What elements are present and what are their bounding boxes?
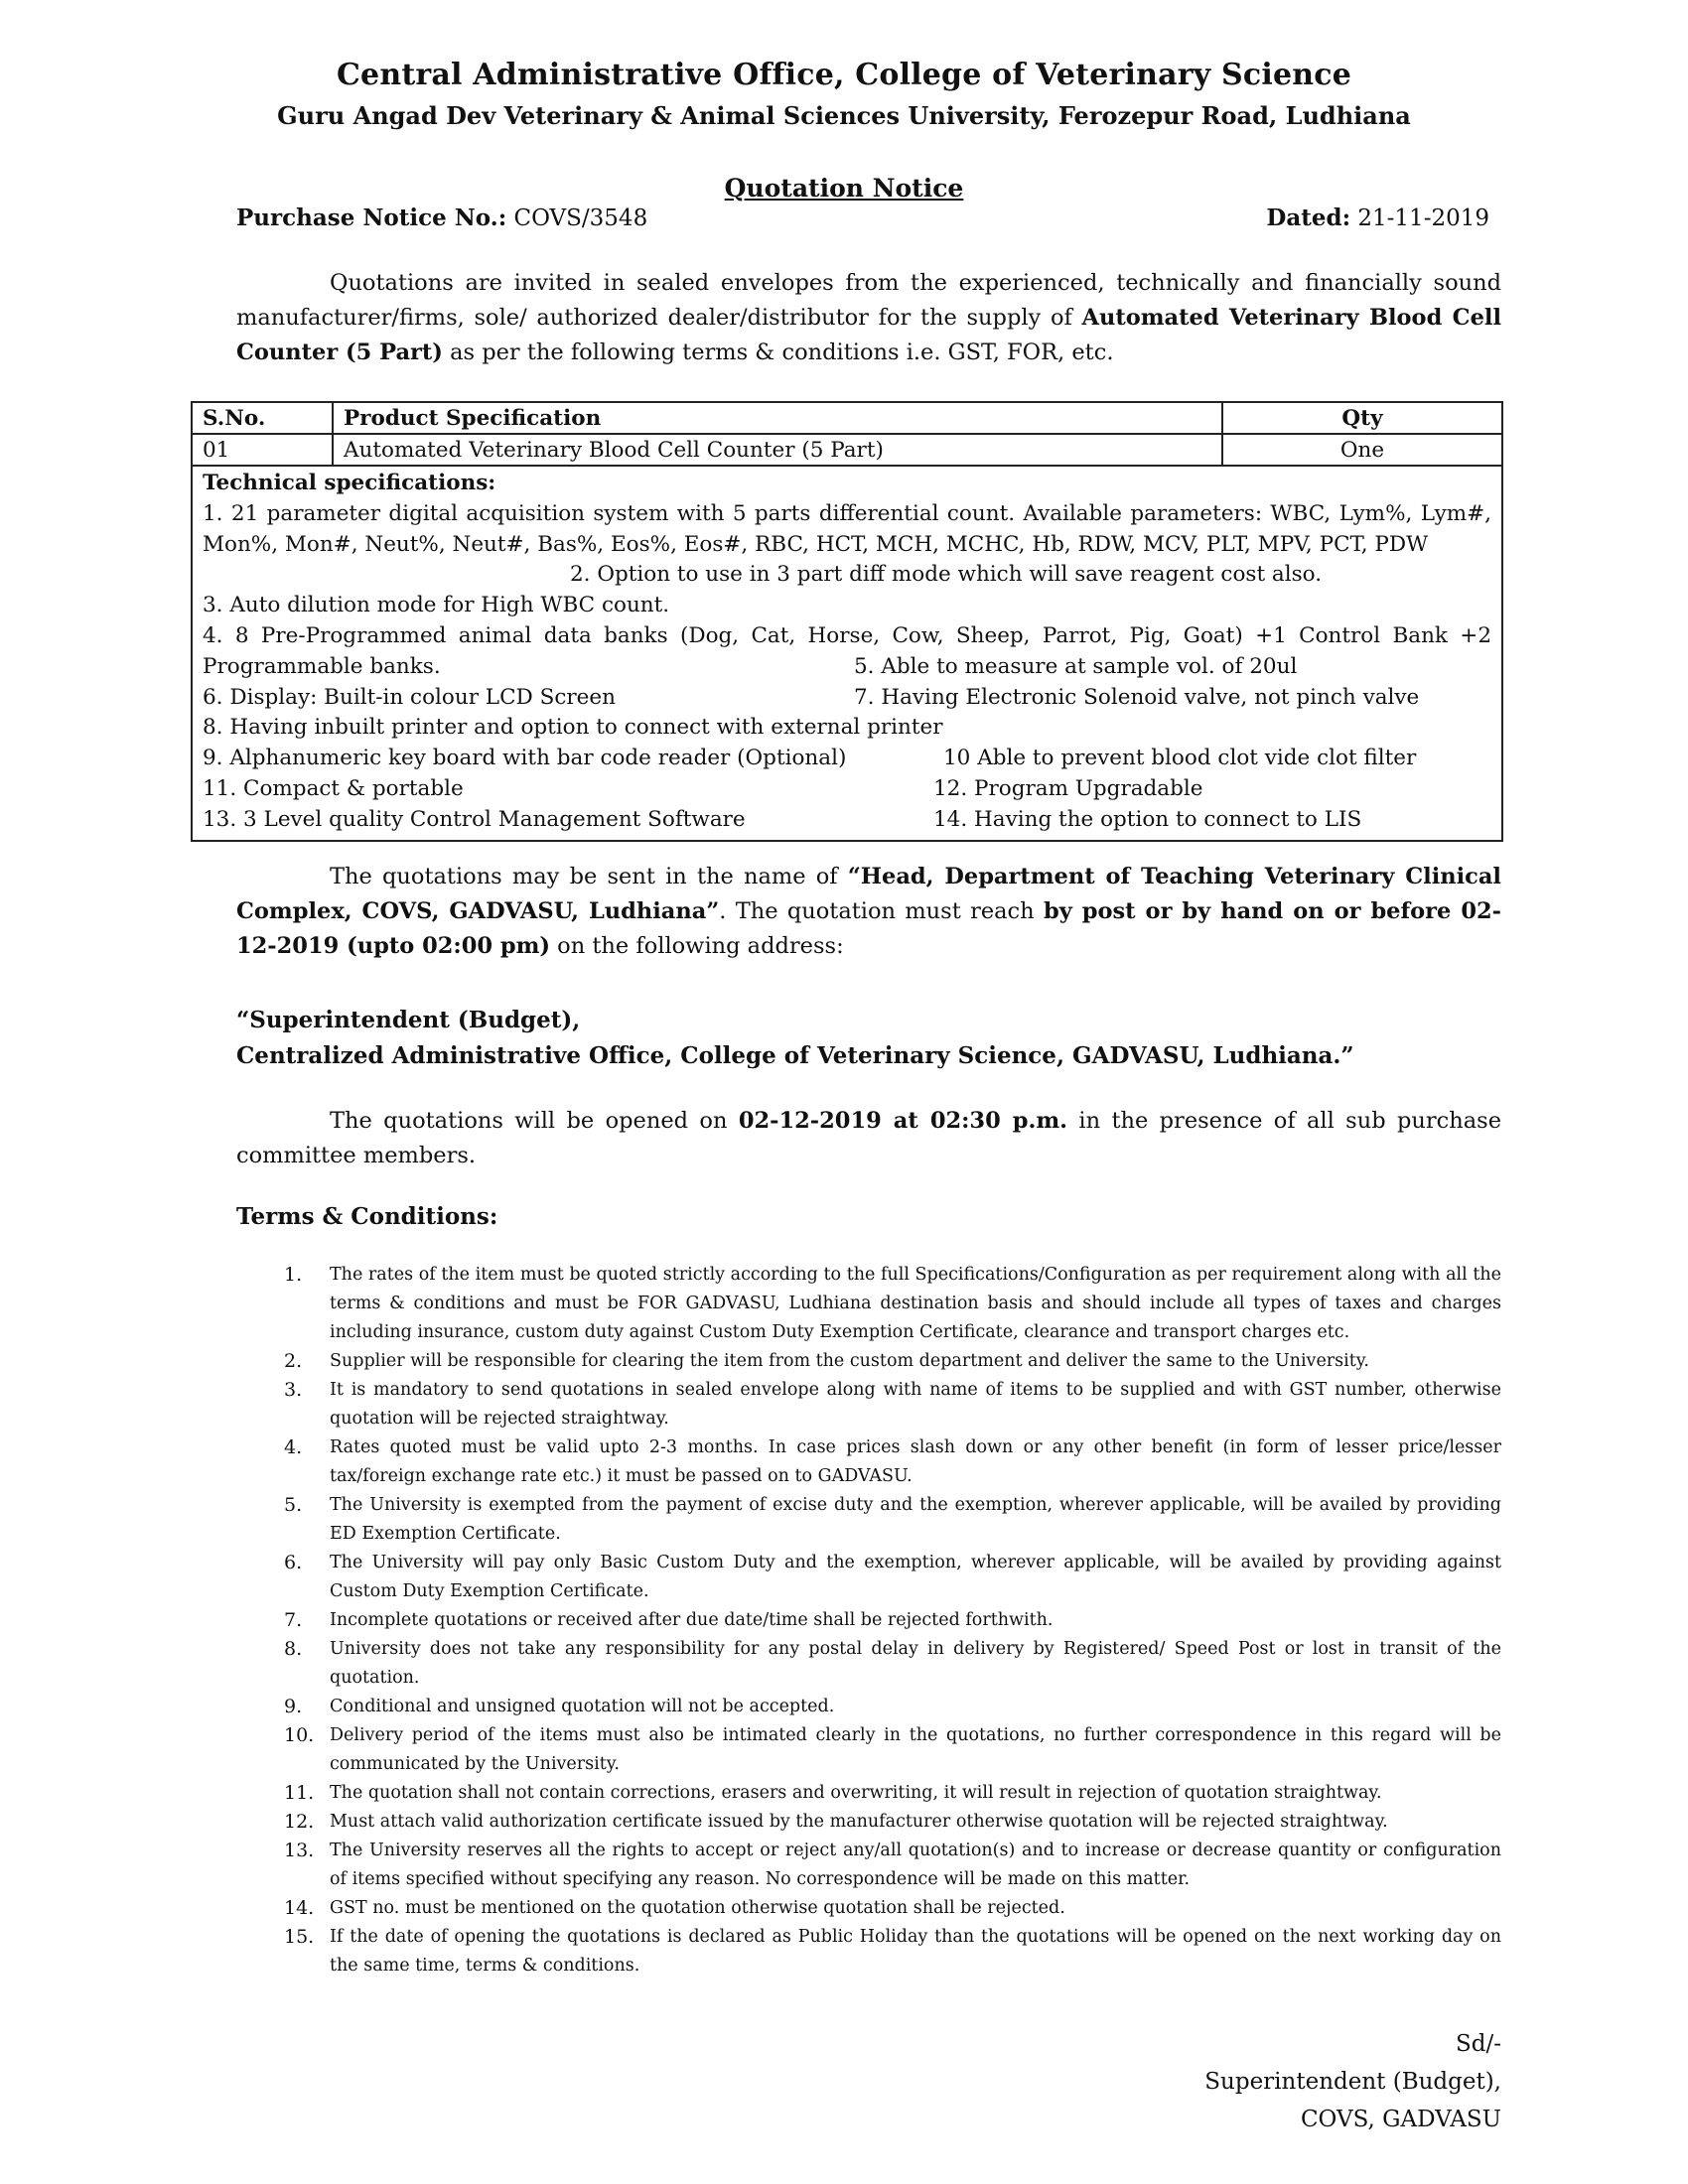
send-deadline: by post or by hand on or before 02-12-2019 (upto 02:00 pm) — [236, 898, 1501, 959]
tech-item-9: 9. Alphanumeric key board with bar code reader (Optional) — [203, 746, 847, 771]
term-text: The University will pay only Basic Custom Duty and the exemption, wherever applicable, will be availed by providing against Custom Duty Exemption Certificate. — [330, 1553, 1501, 1601]
tech-item-14: 14. Having the option to connect to LIS — [933, 806, 1362, 832]
intro-product-name: Automated Veterinary Blood Cell Counter (5 Part) — [236, 305, 1501, 365]
term-text: Must attach valid authorization certificate issued by the manufacturer otherwise quotation will be rejected straightway. — [330, 1812, 1388, 1832]
tech-line-5: 4. 8 Pre-Programmed animal data banks (Dog, Cat, Horse, Cow, Sheep, Parrot, Pig, Goat) +1 Control Bank +2 — [203, 622, 1491, 648]
term-number: 3. — [284, 1379, 303, 1401]
term-text: The University is exempted from the payment of excise duty and the exemption, wherever applicable, will be availed by providing ED Exemption Certificate. — [330, 1495, 1501, 1544]
tech-item-13: 13. 3 Level quality Control Management Software — [203, 806, 746, 832]
tech-line-10 — [203, 774, 1491, 805]
tech-line-7 — [203, 683, 1491, 714]
delivery-address — [236, 1003, 1354, 1074]
term-text: The quotation shall not contain corrections, erasers and overwriting, it will result in rejection of quotation straightway. — [330, 1783, 1382, 1803]
signature-designation: Superintendent (Budget), — [1204, 2069, 1501, 2095]
tech-line-3: 2. Option to use in 3 part diff mode which will save reagent cost also. — [570, 562, 1323, 588]
address-line-1: “Superintendent (Budget), — [236, 1007, 581, 1033]
term-number: 1. — [284, 1264, 303, 1286]
header-qty: Qty — [1222, 402, 1502, 434]
term-text: Conditional and unsigned quotation will not be accepted. — [330, 1697, 835, 1716]
term-number: 9. — [284, 1696, 303, 1717]
term-number: 4. — [284, 1436, 303, 1458]
tech-spec-row — [192, 466, 1502, 841]
term-number: 14. — [284, 1897, 315, 1919]
term-number: 5. — [284, 1494, 303, 1516]
list-item — [236, 1894, 1501, 1923]
table-row — [192, 434, 1502, 466]
list-item — [236, 1721, 1501, 1779]
purchase-notice-label: Purchase Notice No.: — [236, 205, 507, 231]
term-number: 13. — [284, 1840, 315, 1861]
tech-line-6 — [203, 652, 1491, 683]
purchase-notice-value: COVS/3548 — [513, 205, 648, 231]
list-item — [236, 1261, 1501, 1347]
term-text: Rates quoted must be valid upto 2-3 months. In case prices slash down or any other benefit (in form of lesser price/lesser tax/foreign exchange rate etc.) it must be passed on to GADVASU. — [330, 1437, 1501, 1486]
send-text-3: on the following address: — [550, 933, 844, 959]
list-item — [236, 1837, 1501, 1894]
tech-line-9 — [203, 744, 1491, 774]
university-subtitle: Guru Angad Dev Veterinary & Animal Sciences University, Ferozepur Road, Ludhiana — [277, 101, 1411, 130]
header-sno: S.No. — [192, 402, 333, 434]
signature-sd: Sd/- — [1456, 2031, 1501, 2057]
cell-product: Automated Veterinary Blood Cell Counter (5 Part) — [333, 434, 1222, 466]
list-item — [236, 1779, 1501, 1808]
list-item — [236, 1347, 1501, 1376]
list-item — [236, 1923, 1501, 1980]
term-text: Supplier will be responsible for clearing the item from the custom department and deliver the same to the University. — [330, 1351, 1369, 1371]
intro-text: Quotations are invited in sealed envelopes from the experienced, technically and financially sound manufacturer/firms, sole/ authorized dealer/distributor for the supply of — [236, 270, 1501, 331]
list-item — [236, 1635, 1501, 1693]
send-paragraph — [236, 860, 1501, 964]
term-number: 6. — [284, 1552, 303, 1573]
cell-qty: One — [1222, 434, 1502, 466]
term-text: Incomplete quotations or received after due date/time shall be rejected forthwith. — [330, 1610, 1054, 1630]
notice-date — [1266, 205, 1489, 231]
term-text: Delivery period of the items must also be intimated clearly in the quotations, no further correspondence in this regard will be communicated by the University. — [330, 1725, 1501, 1774]
term-text: The rates of the item must be quoted strictly according to the full Specifications/Configuration as per requirement along with all the terms & conditions and must be FOR GADVASU, Ludhiana destination basis and should include all types of taxes and charges including insurance, custom duty against Custom Duty Exemption Certificate, clearance and transport charges etc. — [330, 1265, 1501, 1342]
table-header-row — [192, 402, 1502, 434]
send-addressee: “Head, Department of Teaching Veterinary Clinical Complex, COVS, GADVASU, Ludhiana” — [236, 864, 1501, 924]
tech-spec-cell — [192, 466, 1502, 841]
tech-line-2: Mon%, Mon#, Neut%, Neut#, Bas%, Eos%, Eos#, RBC, HCT, MCH, MCHC, Hb, RDW, MCV, PLT, MPV, PCT, PDW — [203, 531, 1429, 557]
send-text-2: . The quotation must reach — [719, 898, 1044, 924]
office-title: Central Administrative Office, College of Veterinary Science — [336, 58, 1351, 92]
tech-line-4: 3. Auto dilution mode for High WBC count. — [203, 593, 670, 618]
term-text: University does not take any responsibility for any postal delay in delivery by Registered/ Speed Post or lost in transit of the quotation. — [330, 1639, 1501, 1688]
opening-text-2: in the presence of all sub purchase committee members. — [236, 1108, 1502, 1168]
tech-item-11: 11. Compact & portable — [203, 775, 464, 801]
term-number: 12. — [284, 1811, 315, 1833]
list-item — [236, 1693, 1501, 1721]
term-number: 8. — [284, 1638, 303, 1660]
tech-item-6: 6. Display: Built-in colour LCD Screen — [203, 684, 616, 710]
term-text: It is mandatory to send quotations in sealed envelope along with name of items to be supplied and with GST number, otherwise quotation will be rejected straightway. — [330, 1380, 1501, 1429]
notice-title: Quotation Notice — [724, 174, 964, 203]
tech-item-12: 12. Program Upgradable — [933, 775, 1203, 801]
tech-item-5: 5. Able to measure at sample vol. of 20ul — [854, 653, 1298, 679]
tech-item-10: 10 Able to prevent blood clot vide clot filter — [943, 746, 1417, 771]
term-text: GST no. must be mentioned on the quotation otherwise quotation shall be rejected. — [330, 1898, 1065, 1918]
opening-paragraph — [236, 1104, 1501, 1173]
list-item — [236, 1549, 1501, 1606]
dated-value: 21-11-2019 — [1357, 205, 1489, 231]
term-number: 15. — [284, 1926, 315, 1948]
signature-block — [1204, 2025, 1501, 2138]
intro-paragraph — [236, 266, 1501, 370]
list-item — [236, 1606, 1501, 1635]
term-number: 10. — [284, 1724, 315, 1746]
opening-text: The quotations will be opened on — [330, 1108, 739, 1134]
dated-label: Dated: — [1266, 205, 1351, 231]
purchase-notice-row — [236, 205, 1489, 231]
term-text: The University reserves all the rights to accept or reject any/all quotation(s) and to increase or decrease quantity or configuration of items specified without specifying any reason. No correspondence will be made on this matter. — [330, 1841, 1501, 1889]
opening-datetime: 02-12-2019 at 02:30 p.m. — [738, 1108, 1068, 1134]
list-item — [236, 1376, 1501, 1433]
list-item — [236, 1433, 1501, 1491]
header-product: Product Specification — [333, 402, 1222, 434]
tech-item-7: 7. Having Electronic Solenoid valve, not pinch valve — [854, 684, 1420, 710]
term-text: If the date of opening the quotations is declared as Public Holiday than the quotations will be opened on the next working day on the same time, terms & conditions. — [330, 1927, 1501, 1976]
send-text: The quotations may be sent in the name of — [330, 864, 848, 889]
cell-sno: 01 — [192, 434, 333, 466]
tech-line-1: 1. 21 parameter digital acquisition system with 5 parts differential count. Available parameters: WBC, Lym%, Lym#, — [203, 500, 1491, 526]
tech-line-8: 8. Having inbuilt printer and option to connect with external printer — [203, 715, 943, 741]
term-number: 7. — [284, 1609, 303, 1631]
purchase-notice-number — [236, 205, 647, 231]
tech-line-11 — [203, 805, 1491, 836]
address-line-2: Centralized Administrative Office, College of Veterinary Science, GADVASU, Ludhiana.” — [236, 1042, 1354, 1069]
tech-spec-heading: Technical specifications: — [203, 471, 496, 495]
tech-item-4-end: Programmable banks. — [203, 653, 441, 679]
term-number: 2. — [284, 1350, 303, 1372]
term-number: 11. — [284, 1782, 315, 1804]
terms-heading: Terms & Conditions: — [236, 1203, 498, 1230]
terms-list — [236, 1261, 1501, 1980]
intro-text-end: as per the following terms & conditions i.e. GST, FOR, etc. — [442, 340, 1114, 365]
list-item — [236, 1491, 1501, 1549]
signature-org: COVS, GADVASU — [1300, 2107, 1501, 2132]
list-item — [236, 1808, 1501, 1837]
product-spec-table — [191, 401, 1503, 842]
